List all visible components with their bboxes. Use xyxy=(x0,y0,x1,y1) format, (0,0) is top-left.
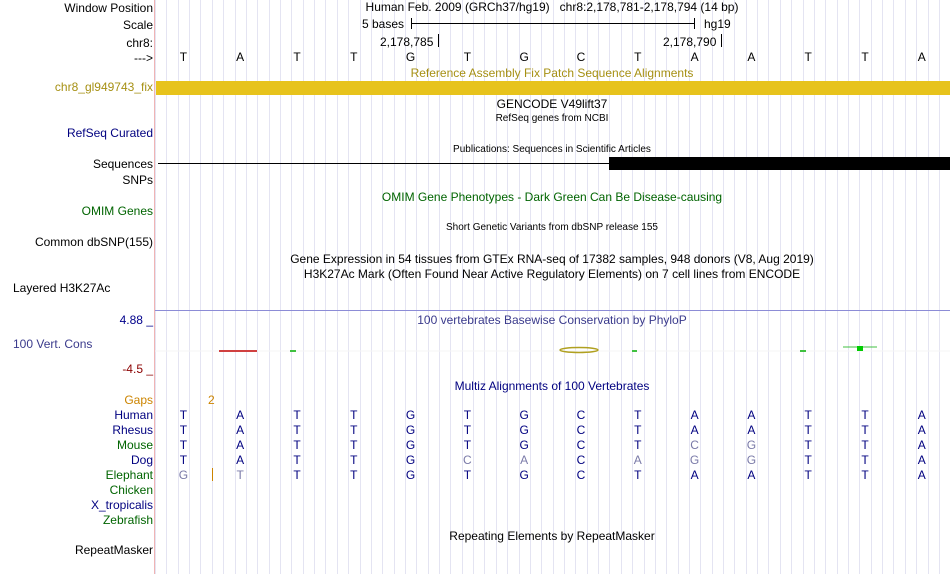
aligned-base: T xyxy=(861,408,869,422)
base-letter: G xyxy=(519,50,529,64)
aligned-base: T xyxy=(804,423,812,437)
elephant-gap-mark xyxy=(212,468,213,481)
aligned-base: G xyxy=(405,453,416,467)
gaps-label: Gaps xyxy=(124,393,153,407)
aligned-base: A xyxy=(236,453,245,467)
refseq-subtitle: RefSeq genes from NCBI xyxy=(495,113,609,124)
aligned-base: A xyxy=(690,423,699,437)
coordinate-tick-2 xyxy=(721,34,722,47)
window-position-label: Window Position xyxy=(64,1,153,15)
aligned-base: C xyxy=(576,438,586,452)
base-letter: C xyxy=(576,50,586,64)
gencode-title: GENCODE V49lift37 xyxy=(496,97,608,111)
base-letter: T xyxy=(804,50,812,64)
aligned-base: A xyxy=(917,438,926,452)
dbsnp-label[interactable]: Common dbSNP(155) xyxy=(34,235,153,249)
fix-patch-title: Reference Assembly Fix Patch Sequence Alignments xyxy=(410,66,694,80)
phylop-track-label[interactable]: 100 Vert. Cons xyxy=(13,337,93,351)
publications-thin-line[interactable] xyxy=(158,163,610,164)
aligned-base: G xyxy=(689,453,700,467)
aligned-base: T xyxy=(463,468,472,482)
aligned-base: A xyxy=(236,423,245,437)
aligned-base: C xyxy=(576,453,586,467)
base-letter: T xyxy=(179,50,188,64)
aligned-base: G xyxy=(405,423,416,437)
aligned-base: T xyxy=(350,423,358,437)
sequences-label[interactable]: Sequences xyxy=(92,157,153,171)
aligned-base: T xyxy=(350,468,358,482)
aligned-base: A xyxy=(690,408,699,422)
aligned-base: A xyxy=(917,453,926,467)
base-letter: T xyxy=(463,50,472,64)
omim-title: OMIM Gene Phenotypes - Dark Green Can Be Disease-causing xyxy=(381,190,723,204)
species-label[interactable]: Chicken xyxy=(109,483,153,497)
species-label[interactable]: Zebrafish xyxy=(102,513,153,527)
phylop-negative-bar xyxy=(219,350,257,352)
aligned-base: T xyxy=(861,423,869,437)
phylop-min-label: -4.5 _ xyxy=(122,362,153,376)
phylop-small-bar xyxy=(632,350,637,352)
phylop-separator xyxy=(155,310,950,311)
phylop-graph[interactable] xyxy=(155,340,950,360)
aligned-base: A xyxy=(747,468,756,482)
omim-label[interactable]: OMIM Genes xyxy=(81,204,153,218)
refseq-label[interactable]: RefSeq Curated xyxy=(66,126,153,140)
aligned-base: T xyxy=(463,423,472,437)
aligned-base: G xyxy=(178,468,189,482)
base-letter: T xyxy=(350,50,358,64)
aligned-base: A xyxy=(917,423,926,437)
coordinate-tick-1 xyxy=(438,34,439,47)
aligned-base: C xyxy=(690,438,699,452)
gtex-title: Gene Expression in 54 tissues from GTEx RNA-seq of 17382 samples, 948 donors (V8, Aug 2019) xyxy=(290,252,814,266)
aligned-base: T xyxy=(463,438,472,452)
phylop-small-bar xyxy=(800,350,806,352)
multiz-title: Multiz Alignments of 100 Vertebrates xyxy=(454,379,650,393)
scale-label: Scale xyxy=(122,18,153,32)
aligned-base: T xyxy=(804,438,812,452)
aligned-base: T xyxy=(634,468,642,482)
aligned-base: T xyxy=(804,453,812,467)
base-letter: A xyxy=(747,50,756,64)
aligned-base: T xyxy=(179,438,188,452)
scale-bar-left-tick xyxy=(411,18,412,29)
aligned-base: G xyxy=(746,438,757,452)
aligned-base: A xyxy=(917,468,926,482)
publications-title: Publications: Sequences in Scientific Articles xyxy=(453,144,651,155)
aligned-base: C xyxy=(576,423,586,437)
coordinate-label-1: 2,178,785 xyxy=(380,35,434,49)
aligned-base: T xyxy=(634,423,642,437)
h3k27ac-title: H3K27Ac Mark (Often Found Near Active Regulatory Elements) on 7 cell lines from ENCODE xyxy=(303,267,801,281)
aligned-base: G xyxy=(519,438,529,452)
aligned-base: T xyxy=(179,408,188,422)
scale-text: 5 bases xyxy=(362,17,405,31)
aligned-base: T xyxy=(861,438,869,452)
aligned-base: T xyxy=(350,408,358,422)
base-letter: T xyxy=(293,50,301,64)
phylop-title: 100 vertebrates Basewise Conservation by PhyloP xyxy=(417,313,687,327)
chrom-label: chr8: xyxy=(126,36,153,50)
repeatmasker-title: Repeating Elements by RepeatMasker xyxy=(449,529,655,543)
dbsnp-title: Short Genetic Variants from dbSNP release 155 xyxy=(446,222,658,233)
species-label[interactable]: Human xyxy=(114,408,153,422)
aligned-base: G xyxy=(405,408,416,422)
aligned-base: T xyxy=(350,438,358,452)
aligned-base: T xyxy=(179,453,188,467)
aligned-base: A xyxy=(917,408,926,422)
aligned-base: C xyxy=(576,408,586,422)
coordinate-label-2: 2,178,790 xyxy=(663,35,717,49)
aligned-base: T xyxy=(293,468,301,482)
aligned-base: A xyxy=(747,423,756,437)
species-label[interactable]: Rhesus xyxy=(112,423,153,437)
base-letter: A xyxy=(690,50,699,64)
aligned-base: A xyxy=(690,468,699,482)
scale-bar-right-tick xyxy=(694,18,695,29)
snps-label[interactable]: SNPs xyxy=(122,173,153,187)
h3k27ac-label[interactable]: Layered H3K27Ac xyxy=(13,281,111,295)
aligned-base: T xyxy=(293,438,301,452)
base-letter: T xyxy=(861,50,869,64)
phylop-oval-mark xyxy=(560,348,598,353)
base-letter: A xyxy=(917,50,926,64)
base-letter: T xyxy=(634,50,642,64)
aligned-base: T xyxy=(350,453,358,467)
aligned-base: A xyxy=(520,453,529,467)
base-letter: G xyxy=(405,50,416,64)
species-label[interactable]: Elephant xyxy=(105,468,153,482)
species-label[interactable]: Mouse xyxy=(116,438,153,452)
aligned-base: G xyxy=(519,468,529,482)
publications-block[interactable] xyxy=(609,157,950,170)
aligned-base: G xyxy=(519,423,529,437)
aligned-base: T xyxy=(179,423,188,437)
aligned-base: A xyxy=(236,408,245,422)
repeatmasker-label[interactable]: RepeatMasker xyxy=(74,543,153,557)
fix-patch-bar[interactable] xyxy=(156,81,950,95)
aligned-base: A xyxy=(236,438,245,452)
aligned-base: C xyxy=(463,453,472,467)
phylop-max-label: 4.88 _ xyxy=(119,313,153,327)
base-letter: A xyxy=(236,50,245,64)
scale-bar xyxy=(411,23,695,24)
aligned-base: T xyxy=(804,468,812,482)
fix-patch-label[interactable]: chr8_gl949743_fix xyxy=(54,80,153,94)
aligned-base: T xyxy=(236,468,244,482)
aligned-base: G xyxy=(405,468,416,482)
phylop-high-bar xyxy=(857,346,863,351)
aligned-base: T xyxy=(861,453,869,467)
aligned-base: T xyxy=(293,453,301,467)
phylop-small-bar xyxy=(290,350,296,352)
strand-label[interactable]: ---> xyxy=(134,51,153,65)
aligned-base: G xyxy=(519,408,529,422)
aligned-base: T xyxy=(293,408,301,422)
aligned-base: T xyxy=(634,408,642,422)
aligned-base: A xyxy=(633,453,642,467)
aligned-base: T xyxy=(463,408,472,422)
aligned-base: G xyxy=(746,453,757,467)
position-title: Human Feb. 2009 (GRCh37/hg19) chr8:2,178,781-2,178,794 (14 bp) xyxy=(365,0,739,14)
aligned-base: T xyxy=(293,423,301,437)
aligned-base: C xyxy=(576,468,586,482)
gap-count: 2 xyxy=(208,393,215,407)
species-label[interactable]: X_tropicalis xyxy=(90,498,153,512)
assembly-label: hg19 xyxy=(704,17,731,31)
aligned-base: T xyxy=(861,468,869,482)
aligned-base: A xyxy=(747,408,756,422)
aligned-base: T xyxy=(634,438,642,452)
species-label[interactable]: Dog xyxy=(130,453,153,467)
aligned-base: T xyxy=(804,408,812,422)
aligned-base: G xyxy=(405,438,416,452)
